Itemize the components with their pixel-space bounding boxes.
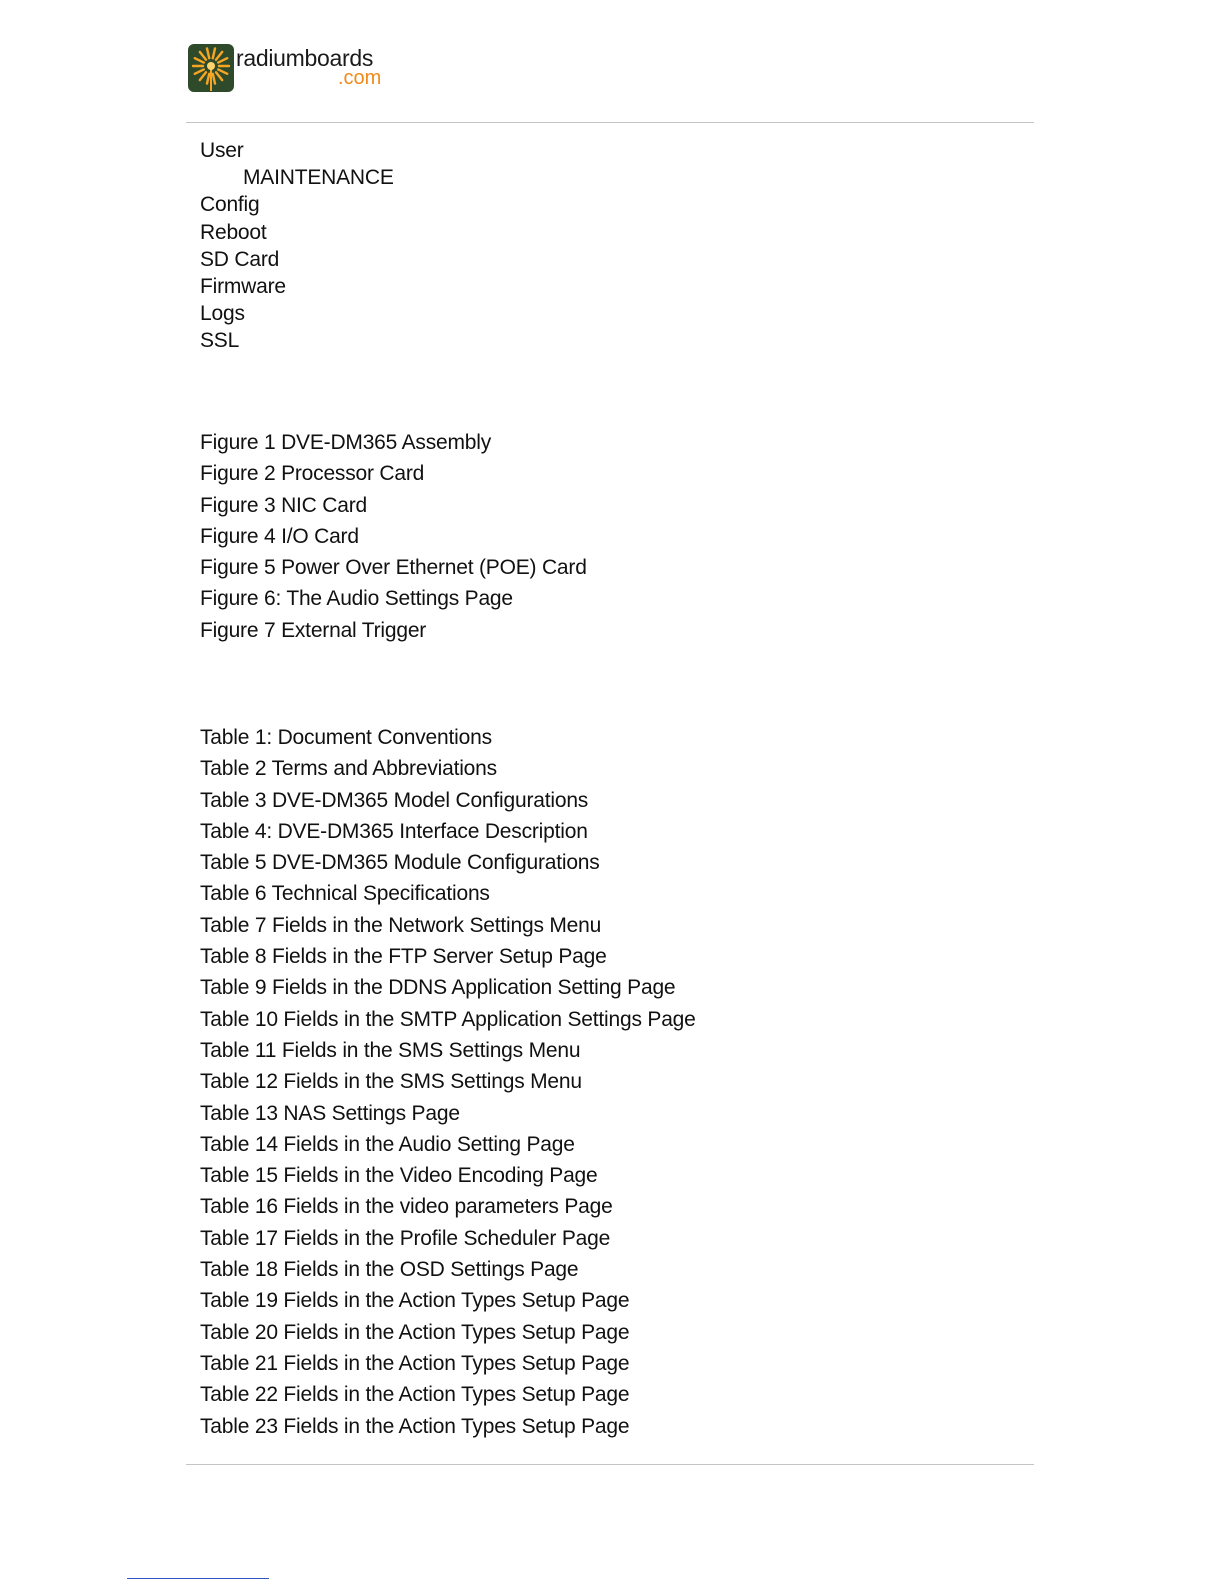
site-logo [188, 44, 408, 96]
footer-link-underline[interactable] [127, 1578, 269, 1579]
table-entry[interactable]: Table 16 Fields in the video parameters Page [200, 1195, 613, 1219]
figure-entry[interactable]: Figure 3 NIC Card [200, 493, 367, 517]
figure-entry[interactable]: Figure 7 External Trigger [200, 618, 427, 642]
table-entry[interactable]: Table 5 DVE-DM365 Module Configurations [200, 851, 600, 875]
table-entry[interactable]: Table 18 Fields in the OSD Settings Page [200, 1258, 579, 1282]
table-entry[interactable]: Table 14 Fields in the Audio Setting Page [200, 1132, 575, 1156]
footer-divider [186, 1464, 1034, 1465]
table-entry[interactable]: Table 22 Fields in the Action Types Setup Page [200, 1383, 630, 1407]
table-entry[interactable]: Table 8 Fields in the FTP Server Setup Page [200, 945, 607, 969]
toc-entry[interactable]: SSL [200, 329, 240, 353]
table-entry[interactable]: Table 17 Fields in the Profile Scheduler Page [200, 1226, 611, 1250]
table-entry[interactable]: Table 6 Technical Specifications [200, 882, 490, 906]
toc-list [200, 137, 394, 355]
toc-entry[interactable]: MAINTENANCE [243, 166, 394, 190]
table-entry[interactable]: Table 12 Fields in the SMS Settings Menu [200, 1070, 582, 1094]
table-entry[interactable]: Table 20 Fields in the Action Types Setup Page [200, 1320, 630, 1344]
toc-entry[interactable]: Config [200, 193, 260, 217]
toc-entry[interactable]: User [200, 139, 244, 162]
header-divider [186, 122, 1034, 123]
figure-entry[interactable]: Figure 6: The Audio Settings Page [200, 587, 513, 611]
sunburst-logo-icon [188, 44, 234, 92]
toc-entry[interactable]: Reboot [200, 220, 267, 244]
toc-entry[interactable]: Logs [200, 302, 245, 326]
list-of-tables [200, 722, 696, 1442]
figure-entry[interactable]: Figure 5 Power Over Ethernet (POE) Card [200, 556, 587, 580]
table-entry[interactable]: Table 19 Fields in the Action Types Setup Page [200, 1289, 630, 1313]
toc-entry[interactable]: Firmware [200, 274, 286, 298]
list-of-figures [200, 427, 587, 646]
table-entry[interactable]: Table 15 Fields in the Video Encoding Page [200, 1164, 598, 1188]
table-entry[interactable]: Table 11 Fields in the SMS Settings Menu [200, 1038, 581, 1062]
table-entry[interactable]: Table 23 Fields in the Action Types Setup Page [200, 1414, 630, 1438]
table-entry[interactable]: Table 7 Fields in the Network Settings Menu [200, 913, 602, 937]
table-entry[interactable]: Table 13 NAS Settings Page [200, 1101, 460, 1125]
table-entry[interactable]: Table 1: Document Conventions [200, 726, 492, 749]
figure-entry[interactable]: Figure 1 DVE-DM365 Assembly [200, 431, 492, 454]
figure-entry[interactable]: Figure 4 I/O Card [200, 524, 359, 548]
table-entry[interactable]: Table 10 Fields in the SMTP Application Settings Page [200, 1007, 696, 1031]
table-entry[interactable]: Table 3 DVE-DM365 Model Configurations [200, 788, 589, 812]
logo-tld: .com [338, 67, 382, 89]
table-entry[interactable]: Table 2 Terms and Abbreviations [200, 757, 497, 781]
figure-entry[interactable]: Figure 2 Processor Card [200, 462, 425, 486]
table-entry[interactable]: Table 4: DVE-DM365 Interface Description [200, 819, 588, 843]
logo-name: radiumboards [236, 45, 374, 71]
toc-entry[interactable]: SD Card [200, 247, 280, 271]
table-entry[interactable]: Table 9 Fields in the DDNS Application Setting Page [200, 976, 676, 1000]
table-entry[interactable]: Table 21 Fields in the Action Types Setup Page [200, 1351, 630, 1375]
